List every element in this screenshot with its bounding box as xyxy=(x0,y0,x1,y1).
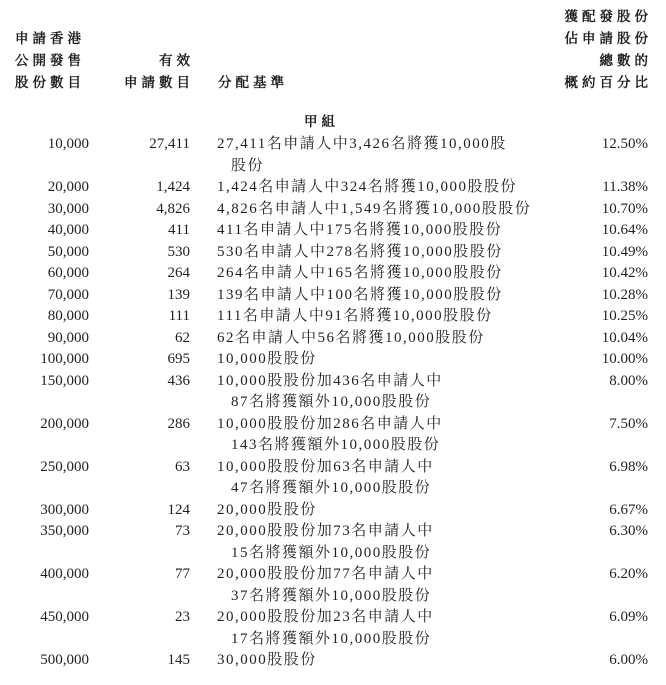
basis-of-allocation xyxy=(217,607,557,650)
valid-applications: 695 xyxy=(167,351,190,367)
basis-line: 10,000股股份加63名申請人中 xyxy=(217,458,434,475)
header-percentage xyxy=(565,6,653,94)
valid-applications: 264 xyxy=(167,265,190,281)
header-line: 股份數目 xyxy=(15,75,85,91)
shares-applied: 400,000 xyxy=(40,566,89,582)
table-row xyxy=(0,500,666,522)
basis-of-allocation xyxy=(217,349,557,371)
allocation-percentage: 6.00% xyxy=(609,652,648,668)
allocation-percentage: 10.25% xyxy=(601,308,648,324)
table-row xyxy=(0,242,666,264)
basis-of-allocation xyxy=(217,564,557,607)
shares-applied: 300,000 xyxy=(40,501,89,518)
allocation-percentage: 11.38% xyxy=(602,179,648,195)
header-basis-of-allocation xyxy=(218,72,288,94)
header-line: 有效 xyxy=(159,53,194,69)
allocation-percentage: 10.42% xyxy=(601,265,648,281)
table-row xyxy=(0,650,666,672)
basis-line: 37名將獲額外10,000股股份 xyxy=(231,587,432,604)
basis-line: 20,000股股份加77名申請人中 xyxy=(217,566,434,582)
basis-of-allocation xyxy=(217,650,557,672)
shares-applied: 40,000 xyxy=(47,222,89,238)
shares-applied: 250,000 xyxy=(40,458,89,475)
allocation-percentage: 12.50% xyxy=(601,136,648,152)
basis-line: 10,000股股份加436名申請人中 xyxy=(217,372,443,389)
valid-applications: 62 xyxy=(175,329,190,346)
allocation-percentage: 6.67% xyxy=(609,501,648,518)
basis-line: 10,000股股份 xyxy=(217,351,317,367)
header-line: 公開發售 xyxy=(15,53,85,69)
basis-line: 30,000股股份 xyxy=(217,652,317,668)
basis-of-allocation xyxy=(217,199,557,221)
valid-applications: 530 xyxy=(167,243,190,260)
basis-line: 264名申請人中165名將獲10,000股股份 xyxy=(217,265,503,281)
basis-of-allocation xyxy=(217,500,557,522)
basis-of-allocation xyxy=(217,263,557,285)
table-row xyxy=(0,285,666,307)
table-row xyxy=(0,564,666,607)
basis-of-allocation xyxy=(217,242,557,264)
basis-of-allocation xyxy=(217,457,557,500)
allocation-percentage: 10.04% xyxy=(601,329,648,346)
basis-line: 股份 xyxy=(231,157,265,174)
header-line: 概約百分比 xyxy=(564,75,652,91)
basis-of-allocation xyxy=(217,285,557,307)
shares-applied: 20,000 xyxy=(47,179,89,195)
header-shares-applied xyxy=(15,28,85,94)
valid-applications: 145 xyxy=(167,652,190,668)
valid-applications: 436 xyxy=(167,372,190,389)
basis-line: 87名將獲額外10,000股股份 xyxy=(231,394,432,410)
header-line: 佔申請股份 xyxy=(564,31,652,47)
basis-line: 111名申請人中91名將獲10,000股股份 xyxy=(217,308,493,324)
allocation-percentage: 10.64% xyxy=(601,222,648,238)
header-line: 申請香港 xyxy=(15,31,85,47)
table-row xyxy=(0,328,666,350)
allocation-percentage: 8.00% xyxy=(609,372,648,389)
table-row xyxy=(0,521,666,564)
table-row xyxy=(0,306,666,328)
table-row xyxy=(0,349,666,371)
header-line: 總數的 xyxy=(599,53,652,69)
basis-line: 20,000股股份加23名申請人中 xyxy=(217,609,434,625)
header-line: 獲配發股份 xyxy=(564,9,652,25)
basis-of-allocation xyxy=(217,177,557,199)
header-line: 申請數目 xyxy=(124,75,194,91)
shares-applied: 100,000 xyxy=(40,351,89,367)
basis-of-allocation xyxy=(217,134,557,177)
basis-of-allocation xyxy=(217,414,557,457)
basis-line: 62名申請人中56名將獲10,000股股份 xyxy=(217,329,485,346)
basis-line: 143名將獲額外10,000股股份 xyxy=(231,437,441,453)
allocation-percentage: 6.20% xyxy=(609,566,648,582)
valid-applications: 111 xyxy=(168,308,190,324)
table-row xyxy=(0,414,666,457)
allocation-percentage: 7.50% xyxy=(609,415,648,432)
valid-applications: 124 xyxy=(167,501,190,518)
basis-line: 20,000股股份加73名申請人中 xyxy=(217,523,434,539)
shares-applied: 450,000 xyxy=(40,609,89,625)
valid-applications: 411 xyxy=(168,222,190,238)
table-row xyxy=(0,263,666,285)
table-row xyxy=(0,457,666,500)
table-row xyxy=(0,134,666,177)
allocation-percentage: 10.00% xyxy=(601,351,648,367)
shares-applied: 30,000 xyxy=(47,200,89,217)
table-row xyxy=(0,220,666,242)
shares-applied: 50,000 xyxy=(47,243,89,260)
basis-line: 17名將獲額外10,000股股份 xyxy=(231,630,432,647)
header-valid-applications xyxy=(118,50,194,94)
basis-of-allocation xyxy=(217,306,557,328)
valid-applications: 23 xyxy=(175,609,190,625)
table-row xyxy=(0,177,666,199)
shares-applied: 200,000 xyxy=(40,415,89,432)
table-row xyxy=(0,371,666,414)
basis-line: 530名申請人中278名將獲10,000股股份 xyxy=(217,243,503,260)
valid-applications: 139 xyxy=(167,286,190,303)
shares-applied: 70,000 xyxy=(47,286,89,303)
shares-applied: 10,000 xyxy=(47,136,89,152)
basis-line: 15名將獲額外10,000股股份 xyxy=(231,544,432,561)
valid-applications: 73 xyxy=(175,523,190,539)
basis-of-allocation xyxy=(217,521,557,564)
shares-applied: 350,000 xyxy=(40,523,89,539)
shares-applied: 90,000 xyxy=(47,329,89,346)
allocation-percentage: 6.30% xyxy=(609,523,648,539)
basis-line: 20,000股股份 xyxy=(217,501,317,518)
basis-of-allocation xyxy=(217,371,557,414)
shares-applied: 80,000 xyxy=(47,308,89,324)
basis-line: 27,411名申請人中3,426名將獲10,000股 xyxy=(217,136,507,152)
group-title: 甲組 xyxy=(304,114,339,130)
valid-applications: 1,424 xyxy=(156,179,190,195)
basis-line: 47名將獲額外10,000股股份 xyxy=(231,480,432,496)
basis-of-allocation xyxy=(217,328,557,350)
basis-line: 4,826名申請人中1,549名將獲10,000股股份 xyxy=(217,200,532,217)
allocation-percentage: 10.49% xyxy=(601,243,648,260)
shares-applied: 60,000 xyxy=(47,265,89,281)
valid-applications: 27,411 xyxy=(149,136,190,152)
valid-applications: 286 xyxy=(167,415,190,432)
table-row xyxy=(0,199,666,221)
header-line: 分配基準 xyxy=(218,75,288,91)
basis-of-allocation xyxy=(217,220,557,242)
table-row xyxy=(0,607,666,650)
valid-applications: 63 xyxy=(175,458,190,475)
shares-applied: 150,000 xyxy=(40,372,89,389)
valid-applications: 4,826 xyxy=(156,200,190,217)
basis-line: 139名申請人中100名將獲10,000股股份 xyxy=(217,286,503,303)
basis-line: 1,424名申請人中324名將獲10,000股股份 xyxy=(217,179,518,195)
basis-line: 10,000股股份加286名申請人中 xyxy=(217,415,443,432)
allocation-percentage: 6.98% xyxy=(609,458,648,475)
allocation-table xyxy=(0,134,666,672)
allocation-percentage: 10.70% xyxy=(601,200,648,217)
valid-applications: 77 xyxy=(175,566,190,582)
shares-applied: 500,000 xyxy=(40,652,89,668)
allocation-percentage: 6.09% xyxy=(609,609,648,625)
allocation-percentage: 10.28% xyxy=(601,286,648,303)
basis-line: 411名申請人中175名將獲10,000股股份 xyxy=(217,222,503,238)
